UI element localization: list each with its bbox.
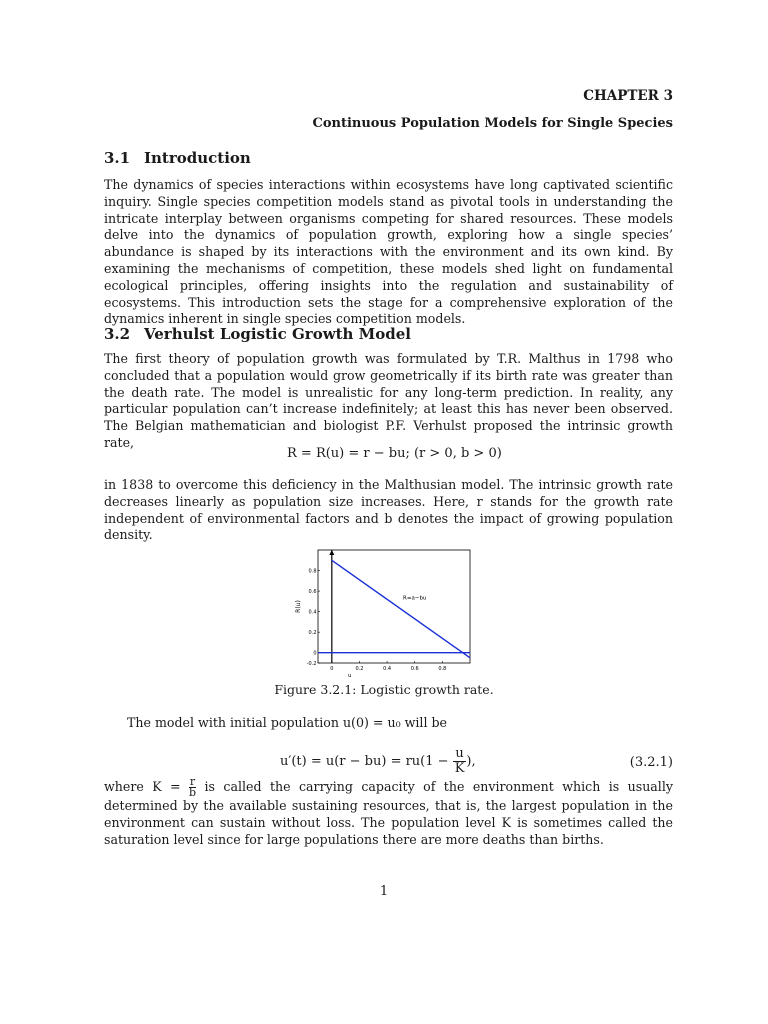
y-axis-arrow [329, 550, 334, 555]
fraction-denominator: K [454, 761, 465, 776]
introduction-paragraph: The dynamics of species interactions within ecosystems have long captivated scientific inquiry. Single species competition models stand as pivotal tools in understanding the intricate interplay between organisms competing for shared resources. These models delve into the dynamics of population growth, exploring how a single species’ abundance is shaped by its interactions with the environment and its own kind. By examining the mechanisms of competition, these models shed light on fundamental ecological principles, offering insights into the regulation and sustainability of ecosystems. This introduction sets the stage for a comprehensive exploration of the dynamics inherent in single species competition models. [104, 177, 673, 327]
chapter-label: CHAPTER 3 [583, 88, 673, 104]
x-tick-label: 0 [330, 666, 334, 672]
growth-rate-line [332, 560, 470, 658]
model-intro-line: The model with initial population u(0) = u₀ will be [127, 715, 448, 730]
verhulst-paragraph-2: in 1838 to overcome this deficiency in the Malthusian model. The intrinsic growth rate decreases linearly as population size increases. Here, r stands for the growth rate independent of environmental factors and b denotes the impact of growing population density. [104, 477, 673, 543]
fraction-r-over-b [189, 777, 196, 798]
paragraph-start: where K = [104, 779, 181, 794]
section-number: 3.2 [104, 325, 131, 343]
fraction-numerator: r [189, 775, 196, 788]
equation-left: u′(t) = u(r − bu) = ru(1 − [280, 754, 449, 769]
x-axis-label: u [348, 673, 352, 679]
x-tick-label: 0.6 [410, 666, 419, 672]
logistic-growth-chart [288, 545, 478, 680]
y-tick-label: 0 [313, 650, 317, 657]
fraction-denominator: b [189, 786, 197, 799]
paragraph-rest: is called the carrying capacity of the environment which is usually determined by the available sustaining resources, that is, the largest population in the environment can sustain without loss. The population level K is sometimes called the saturation level since for large populations there are more deaths than births. [104, 779, 673, 847]
fraction-numerator: u [453, 747, 467, 762]
verhulst-paragraph-1: The first theory of population growth was formulated by T.R. Malthus in 1798 who concluded that a population would grow geometrically if its birth rate was greater than the death rate. The model is unrealistic for any long-term prediction. In reality, any particular population can’t increase indefinitely; at least this has never been observed. The Belgian mathematician and biologist P.F. Verhulst proposed the intrinsic growth rate, [104, 351, 673, 450]
equation-number: (3.2.1) [629, 755, 673, 770]
y-tick-label: 0.6 [308, 588, 317, 595]
section-title: Introduction [144, 149, 251, 167]
logistic-equation [280, 747, 476, 776]
y-tick-label: 0.2 [308, 629, 317, 636]
y-tick-label: 0.8 [308, 568, 317, 575]
x-tick-label: 0.4 [383, 666, 392, 672]
carrying-capacity-paragraph [104, 777, 673, 848]
fraction-u-over-k [453, 747, 467, 776]
section-title: Verhulst Logistic Growth Model [144, 325, 412, 343]
section-heading-verhulst [104, 325, 411, 343]
x-tick-label: 0.2 [355, 666, 364, 672]
growth-rate-equation: R = R(u) = r − bu; (r > 0, b > 0) [287, 446, 502, 461]
y-tick-label: 0.4 [308, 609, 317, 616]
figure-caption: Figure 3.2.1: Logistic growth rate. [274, 682, 494, 697]
y-axis-label: R(u) [295, 600, 302, 613]
line-annotation: R=a−bu [403, 595, 427, 602]
equation-right: ), [466, 754, 476, 769]
chapter-title: Continuous Population Models for Single Species [312, 116, 673, 131]
x-tick-label: 0.8 [438, 666, 447, 672]
page-number: 1 [379, 884, 389, 899]
y-tick-label: -0.2 [306, 660, 317, 667]
section-number: 3.1 [104, 149, 131, 167]
section-heading-introduction [104, 149, 251, 167]
